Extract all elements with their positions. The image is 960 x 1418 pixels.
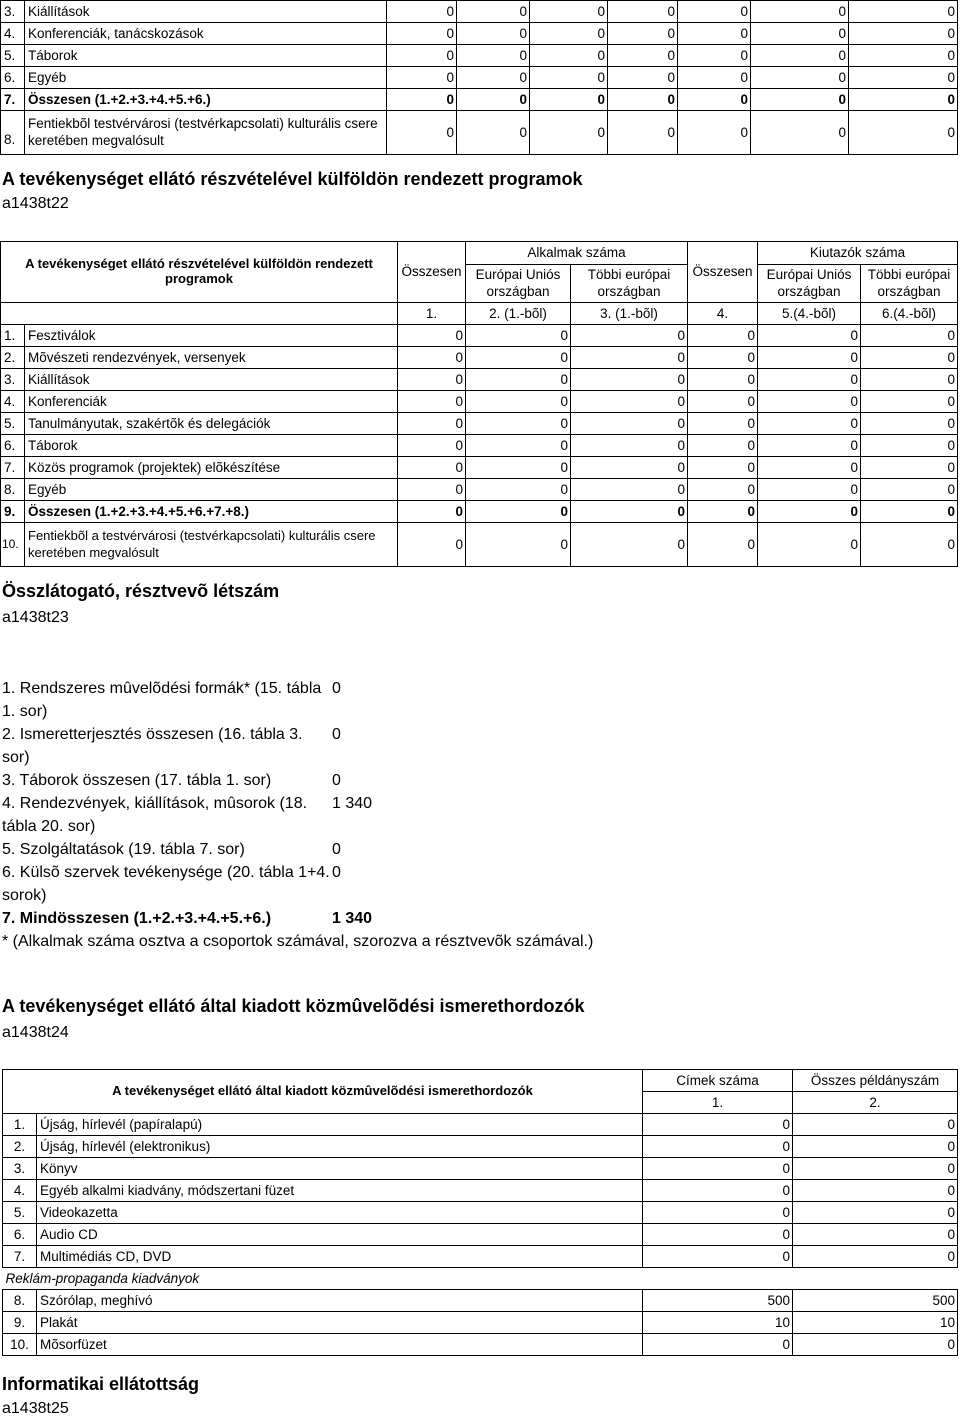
cell-value: 0 — [849, 23, 958, 45]
cell-value: 0 — [398, 479, 466, 501]
cell-value: 0 — [688, 501, 758, 523]
cell-value: 0 — [751, 111, 849, 155]
row-number: 5. — [1, 45, 25, 67]
table-row — [1, 435, 958, 457]
row-number: 7. — [1, 457, 25, 479]
cell-value: 0 — [861, 369, 958, 391]
row-label: Egyéb — [25, 67, 387, 89]
cell-value: 0 — [466, 391, 571, 413]
cell-value: 0 — [849, 1, 958, 23]
cell-value: 0 — [398, 501, 466, 523]
cell-value: 0 — [849, 67, 958, 89]
cell-value: 0 — [387, 111, 457, 155]
table-row — [1, 67, 958, 89]
table-row — [3, 1158, 958, 1180]
cell-value: 0 — [398, 325, 466, 347]
summary-row — [2, 861, 602, 907]
cell-value: 0 — [571, 501, 688, 523]
table-row — [1, 457, 958, 479]
cell-value: 0 — [688, 325, 758, 347]
t24-col1-num: 1. — [643, 1092, 793, 1114]
t24-col1-header: Címek száma — [643, 1070, 793, 1092]
cell-value: 0 — [457, 45, 530, 67]
cell-value: 0 — [643, 1334, 793, 1356]
cell-value: 0 — [758, 369, 861, 391]
cell-value: 0 — [678, 45, 751, 67]
cell-value: 0 — [758, 479, 861, 501]
cell-value: 0 — [608, 45, 678, 67]
summary-label: 3. Táborok összesen (17. tábla 1. sor) — [2, 772, 272, 789]
cell-value: 0 — [398, 347, 466, 369]
cell-value: 0 — [861, 501, 958, 523]
cell-value: 0 — [571, 479, 688, 501]
row-label: Kiállítások — [25, 369, 398, 391]
section-code-25: a1438t25 — [2, 1400, 69, 1417]
summary-row — [2, 792, 602, 838]
t22-group-alkalmak: Alkalmak száma — [466, 242, 688, 265]
row-label: Fentiekbõl a testvérvárosi (testvérkapcsolati) kulturális csere keretében megvalósult — [25, 523, 398, 567]
cell-value: 0 — [643, 1136, 793, 1158]
cell-value: 0 — [457, 23, 530, 45]
table-row — [1, 325, 958, 347]
cell-value: 0 — [688, 435, 758, 457]
table-row — [1, 391, 958, 413]
t22-eu-2: Európai Uniós országban — [758, 265, 861, 303]
row-label: Fesztiválok — [25, 325, 398, 347]
summary-label: 2. Ismeretterjesztés összesen (16. tábla 3. sor) — [2, 726, 303, 766]
cell-value: 0 — [758, 347, 861, 369]
row-number: 9. — [3, 1312, 37, 1334]
cell-value: 0 — [608, 23, 678, 45]
cell-value: 0 — [849, 89, 958, 111]
cell-value: 0 — [751, 1, 849, 23]
row-label: Videokazetta — [37, 1202, 643, 1224]
row-number: 10. — [3, 1334, 37, 1356]
t22-tobbi-1: Többi európai országban — [571, 265, 688, 303]
cell-value: 10 — [793, 1312, 958, 1334]
row-label: Fentiekbõl testvérvárosi (testvérkapcsolati) kulturális csere keretében megvalósult — [25, 111, 387, 155]
cell-value: 0 — [466, 435, 571, 457]
cell-value: 10 — [643, 1312, 793, 1334]
cell-value: 0 — [466, 347, 571, 369]
cell-value: 0 — [398, 457, 466, 479]
t22-eu-1: Európai Uniós országban — [466, 265, 571, 303]
row-label: Egyéb alkalmi kiadvány, módszertani füzet — [37, 1180, 643, 1202]
summary-value: 0 — [332, 772, 341, 789]
cell-value: 0 — [678, 89, 751, 111]
row-number: 8. — [1, 479, 25, 501]
cell-value: 0 — [608, 89, 678, 111]
t24-col2-num: 2. — [793, 1092, 958, 1114]
cell-value: 0 — [608, 67, 678, 89]
table-row — [3, 1334, 958, 1356]
cell-value: 0 — [688, 523, 758, 567]
summary-value: 0 — [332, 680, 341, 697]
section-code-22: a1438t22 — [2, 195, 69, 212]
section-title-23: Összlátogató, résztvevõ létszám — [2, 581, 280, 601]
summary-attendance — [2, 677, 602, 953]
cell-value: 0 — [849, 45, 958, 67]
row-number: 3. — [1, 369, 25, 391]
summary-note: * (Alkalmak száma osztva a csoportok számával, szorozva a résztvevõk számával.) — [2, 933, 594, 950]
summary-value: 0 — [332, 864, 341, 881]
t22-num-2: 2. (1.-bõl) — [466, 303, 571, 325]
summary-value: 0 — [332, 726, 341, 743]
cell-value: 0 — [457, 67, 530, 89]
cell-value: 0 — [643, 1224, 793, 1246]
cell-value: 0 — [643, 1202, 793, 1224]
cell-value: 0 — [793, 1202, 958, 1224]
cell-value: 0 — [688, 369, 758, 391]
row-label: Összesen (1.+2.+3.+4.+5.+6.+7.+8.) — [25, 501, 398, 523]
summary-row — [2, 907, 602, 930]
cell-value: 0 — [793, 1136, 958, 1158]
table-row — [3, 1136, 958, 1158]
summary-label: 6. Külsõ szervek tevékenysége (20. tábla 1+4. sorok) — [2, 864, 330, 904]
table-row — [3, 1114, 958, 1136]
cell-value: 0 — [530, 1, 608, 23]
cell-value: 0 — [688, 347, 758, 369]
cell-value: 0 — [758, 325, 861, 347]
table-row — [1, 479, 958, 501]
cell-value: 0 — [861, 457, 958, 479]
cell-value: 0 — [861, 391, 958, 413]
cell-value: 0 — [758, 413, 861, 435]
row-label: Újság, hírlevél (elektronikus) — [37, 1136, 643, 1158]
cell-value: 0 — [466, 457, 571, 479]
summary-value: 0 — [332, 841, 341, 858]
section-title-24: A tevékenységet ellátó által kiadott közmûvelõdési ismerethordozók — [2, 996, 585, 1016]
summary-label: 4. Rendezvények, kiállítások, mûsorok (18. tábla 20. sor) — [2, 795, 308, 835]
row-label: Mõsorfüzet — [37, 1334, 643, 1356]
row-number: 5. — [1, 413, 25, 435]
cell-value: 0 — [643, 1180, 793, 1202]
table-row — [3, 1312, 958, 1334]
row-label: Kiállítások — [25, 1, 387, 23]
cell-value: 500 — [793, 1290, 958, 1312]
table-row — [1, 111, 958, 155]
row-number: 1. — [3, 1114, 37, 1136]
t22-tobbi-2: Többi európai országban — [861, 265, 958, 303]
cell-value: 0 — [643, 1246, 793, 1268]
cell-value: 0 — [688, 413, 758, 435]
summary-label: 1. Rendszeres mûvelõdési formák* (15. tábla 1. sor) — [2, 680, 322, 720]
table-programs-continued — [0, 0, 958, 155]
row-number: 2. — [3, 1136, 37, 1158]
cell-value: 0 — [861, 523, 958, 567]
cell-value: 0 — [793, 1246, 958, 1268]
cell-value: 0 — [571, 523, 688, 567]
cell-value: 0 — [530, 23, 608, 45]
row-label: Szórólap, meghívó — [37, 1290, 643, 1312]
cell-value: 0 — [466, 479, 571, 501]
t22-main-header: A tevékenységet ellátó részvételével külföldön rendezett programok — [1, 242, 398, 303]
table-row — [3, 1246, 958, 1268]
row-number: 6. — [1, 67, 25, 89]
cell-value: 0 — [387, 1, 457, 23]
row-label: Könyv — [37, 1158, 643, 1180]
cell-value: 0 — [457, 89, 530, 111]
cell-value: 0 — [387, 23, 457, 45]
table-row — [1, 501, 958, 523]
row-number: 7. — [3, 1246, 37, 1268]
cell-value: 0 — [387, 67, 457, 89]
cell-value: 0 — [387, 45, 457, 67]
cell-value: 0 — [688, 391, 758, 413]
table-row — [1, 89, 958, 111]
t24-main-header: A tevékenységet ellátó által kiadott közmûvelõdési ismerethordozók — [3, 1070, 643, 1114]
row-number: 5. — [3, 1202, 37, 1224]
cell-value: 0 — [678, 1, 751, 23]
cell-value: 0 — [530, 111, 608, 155]
row-label: Újság, hírlevél (papíralapú) — [37, 1114, 643, 1136]
section-title-25: Informatikai ellátottság — [2, 1374, 200, 1394]
table-publications — [2, 1069, 958, 1356]
summary-row — [2, 769, 602, 792]
row-number: 2. — [1, 347, 25, 369]
summary-value: 1 340 — [332, 910, 373, 927]
row-number: 9. — [1, 501, 25, 523]
cell-value: 500 — [643, 1290, 793, 1312]
row-number: 6. — [1, 435, 25, 457]
cell-value: 0 — [688, 457, 758, 479]
cell-value: 0 — [398, 391, 466, 413]
cell-value: 0 — [571, 457, 688, 479]
cell-value: 0 — [861, 435, 958, 457]
cell-value: 0 — [861, 347, 958, 369]
row-number: 8. — [3, 1290, 37, 1312]
cell-value: 0 — [643, 1114, 793, 1136]
cell-value: 0 — [530, 67, 608, 89]
cell-value: 0 — [758, 391, 861, 413]
summary-value: 1 340 — [332, 795, 373, 812]
row-number: 4. — [1, 23, 25, 45]
t22-group-kiutazok: Kiutazók száma — [758, 242, 958, 265]
cell-value: 0 — [758, 457, 861, 479]
row-number: 8. — [1, 111, 25, 155]
cell-value: 0 — [571, 347, 688, 369]
cell-value: 0 — [457, 1, 530, 23]
cell-value: 0 — [466, 413, 571, 435]
row-number: 3. — [3, 1158, 37, 1180]
t22-osszesen-2: Összesen — [688, 242, 758, 303]
row-label: Összesen (1.+2.+3.+4.+5.+6.) — [25, 89, 387, 111]
t22-num-5: 5.(4.-bõl) — [758, 303, 861, 325]
t22-num-3: 3. (1.-bõl) — [571, 303, 688, 325]
t24-col2-header: Összes példányszám — [793, 1070, 958, 1092]
cell-value: 0 — [751, 67, 849, 89]
table-row — [1, 347, 958, 369]
cell-value: 0 — [398, 523, 466, 567]
row-number: 7. — [1, 89, 25, 111]
cell-value: 0 — [398, 413, 466, 435]
row-label: Mõvészeti rendezvények, versenyek — [25, 347, 398, 369]
summary-label: 5. Szolgáltatások (19. tábla 7. sor) — [2, 841, 245, 858]
cell-value: 0 — [571, 325, 688, 347]
t22-num-blank — [1, 303, 398, 325]
cell-value: 0 — [466, 325, 571, 347]
cell-value: 0 — [793, 1334, 958, 1356]
cell-value: 0 — [571, 413, 688, 435]
row-number: 4. — [3, 1180, 37, 1202]
cell-value: 0 — [793, 1158, 958, 1180]
summary-row — [2, 838, 602, 861]
row-label: Multimédiás CD, DVD — [37, 1246, 643, 1268]
cell-value: 0 — [466, 501, 571, 523]
cell-value: 0 — [466, 369, 571, 391]
row-label: Tanulmányutak, szakértõk és delegációk — [25, 413, 398, 435]
row-number: 10. — [1, 523, 25, 567]
row-label: Közös programok (projektek) elõkészítése — [25, 457, 398, 479]
cell-value: 0 — [861, 479, 958, 501]
subheader-label: Reklám-propaganda kiadványok — [3, 1268, 958, 1290]
cell-value: 0 — [398, 435, 466, 457]
row-number: 1. — [1, 325, 25, 347]
section-code-23: a1438t23 — [2, 609, 69, 626]
row-label: Táborok — [25, 435, 398, 457]
cell-value: 0 — [758, 501, 861, 523]
row-label: Konferenciák, tanácskozások — [25, 23, 387, 45]
cell-value: 0 — [530, 89, 608, 111]
t22-num-4: 4. — [688, 303, 758, 325]
cell-value: 0 — [861, 413, 958, 435]
table-row — [3, 1224, 958, 1246]
t22-osszesen-1: Összesen — [398, 242, 466, 303]
row-number: 6. — [3, 1224, 37, 1246]
cell-value: 0 — [466, 523, 571, 567]
cell-value: 0 — [608, 111, 678, 155]
row-number: 4. — [1, 391, 25, 413]
table-subheader-row — [3, 1268, 958, 1290]
cell-value: 0 — [861, 325, 958, 347]
row-label: Egyéb — [25, 479, 398, 501]
t22-num-1: 1. — [398, 303, 466, 325]
row-label: Plakát — [37, 1312, 643, 1334]
cell-value: 0 — [758, 523, 861, 567]
cell-value: 0 — [793, 1180, 958, 1202]
table-row — [3, 1202, 958, 1224]
cell-value: 0 — [758, 435, 861, 457]
cell-value: 0 — [793, 1224, 958, 1246]
table-foreign-programs — [0, 241, 958, 567]
table-row — [1, 369, 958, 391]
row-number: 3. — [1, 1, 25, 23]
table-row — [1, 523, 958, 567]
summary-row — [2, 677, 602, 723]
table-row — [3, 1290, 958, 1312]
cell-value: 0 — [387, 89, 457, 111]
row-label: Táborok — [25, 45, 387, 67]
cell-value: 0 — [571, 391, 688, 413]
cell-value: 0 — [751, 45, 849, 67]
table-row — [1, 23, 958, 45]
row-label: Audio CD — [37, 1224, 643, 1246]
cell-value: 0 — [530, 45, 608, 67]
cell-value: 0 — [849, 111, 958, 155]
cell-value: 0 — [688, 479, 758, 501]
summary-row — [2, 723, 602, 769]
section-code-24: a1438t24 — [2, 1024, 69, 1041]
summary-label: 7. Mindösszesen (1.+2.+3.+4.+5.+6.) — [2, 910, 272, 927]
cell-value: 0 — [678, 23, 751, 45]
cell-value: 0 — [751, 89, 849, 111]
row-label: Konferenciák — [25, 391, 398, 413]
table-row — [3, 1180, 958, 1202]
cell-value: 0 — [457, 111, 530, 155]
table-row — [1, 45, 958, 67]
section-title-22: A tevékenységet ellátó részvételével külföldön rendezett programok — [2, 169, 583, 189]
cell-value: 0 — [678, 111, 751, 155]
cell-value: 0 — [608, 1, 678, 23]
cell-value: 0 — [793, 1114, 958, 1136]
table-row — [1, 1, 958, 23]
cell-value: 0 — [571, 435, 688, 457]
cell-value: 0 — [571, 369, 688, 391]
cell-value: 0 — [678, 67, 751, 89]
cell-value: 0 — [751, 23, 849, 45]
cell-value: 0 — [643, 1158, 793, 1180]
cell-value: 0 — [398, 369, 466, 391]
table-row — [1, 413, 958, 435]
t22-num-6: 6.(4.-bõl) — [861, 303, 958, 325]
